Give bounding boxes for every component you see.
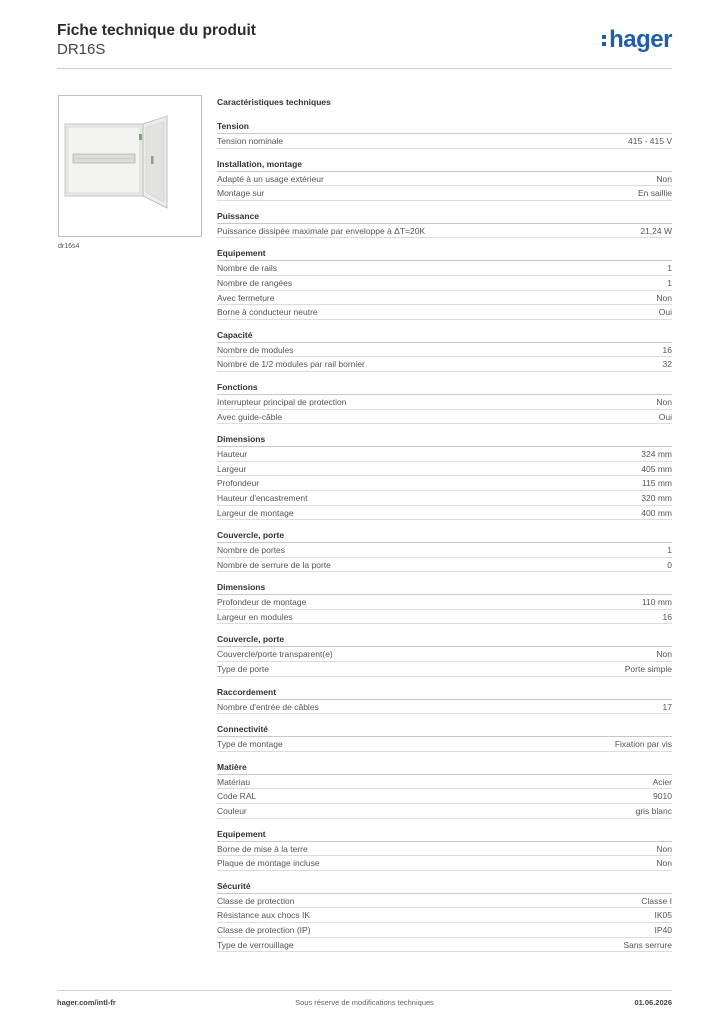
spec-label: Profondeur [217,478,260,489]
specs-heading: Caractéristiques techniques [217,97,331,107]
spec-row [217,172,672,187]
spec-row [217,856,672,871]
spec-row [217,305,672,320]
spec-row [217,804,672,819]
spec-label: Matériau [217,776,251,787]
spec-label: Borne de mise à la terre [217,843,308,854]
spec-row [217,476,672,491]
spec-section [217,247,672,319]
spec-section [217,529,672,572]
spec-row [217,186,672,201]
spec-label: Couvercle/porte transparent(e) [217,649,333,660]
spec-section [217,723,672,752]
section-title: Connectivité [217,723,672,737]
spec-row [217,224,672,239]
section-title: Dimensions [217,581,672,595]
spec-label: Nombre d'entrée de câbles [217,701,319,712]
spec-label: Borne à conducteur neutre [217,307,318,318]
spec-row [217,462,672,477]
footer-website: hager.com/intl-fr [57,998,116,1007]
spec-row [217,610,672,625]
spec-row [217,700,672,715]
spec-label: Avec guide-câble [217,411,283,422]
spec-section [217,329,672,372]
section-title: Couvercle, porte [217,529,672,543]
spec-label: Nombre de rangées [217,277,293,288]
spec-section [217,880,672,952]
spec-section [217,686,672,715]
section-title: Equipement [217,247,672,261]
section-title: Fonctions [217,381,672,395]
spec-value: Non [656,843,672,854]
spec-value: Fixation par vis [614,739,672,750]
spec-value: gris blanc [635,806,672,817]
spec-value: 320 mm [641,492,672,503]
spec-row [217,775,672,790]
spec-row [217,647,672,662]
technical-specs [217,96,672,961]
spec-section [217,581,672,624]
spec-label: Type de verrouillage [217,939,294,950]
spec-row [217,842,672,857]
spec-value: 324 mm [641,449,672,460]
spec-label: Code RAL [217,791,257,802]
section-title: Raccordement [217,686,672,700]
spec-value: Classe I [641,895,672,906]
spec-label: Montage sur [217,188,265,199]
spec-label: Classe de protection [217,895,295,906]
spec-value: Acier [652,776,672,787]
section-title: Sécurité [217,880,672,894]
spec-value: 17 [662,701,672,712]
spec-label: Puissance dissipée maximale par enveloppe à ΔT=20K [217,225,426,236]
spec-label: Profondeur de montage [217,597,307,608]
section-title: Matière [217,761,672,775]
spec-row [217,923,672,938]
spec-label: Résistance aux chocs IK [217,910,311,921]
spec-label: Plaque de montage incluse [217,858,320,869]
spec-value: IK05 [654,910,672,921]
spec-label: Hauteur [217,449,248,460]
spec-label: Nombre de modules [217,344,294,355]
spec-value: En saillie [637,188,672,199]
spec-label: Largeur [217,463,247,474]
enclosure-illustration-icon [59,96,201,236]
spec-value: 110 mm [641,597,672,608]
footer-date: 01.06.2026 [634,998,672,1007]
spec-row [217,134,672,149]
spec-section [217,120,672,149]
spec-row [217,357,672,372]
section-title: Installation, montage [217,158,672,172]
spec-row [217,894,672,909]
spec-value: 0 [667,559,672,570]
spec-value: 16 [662,611,672,622]
spec-label: Hauteur d'encastrement [217,492,308,503]
spec-row [217,276,672,291]
spec-value: Non [656,173,672,184]
spec-label: Adapté à un usage extérieur [217,173,324,184]
spec-label: Classe de protection (IP) [217,925,311,935]
spec-label: Avec fermeture [217,292,275,303]
section-title: Capacité [217,329,672,343]
section-title: Puissance [217,210,672,224]
spec-label: Interrupteur principal de protection [217,396,347,407]
spec-value: 21,24 W [640,225,672,236]
spec-section [217,158,672,201]
spec-label: Nombre de portes [217,545,286,556]
spec-value: Sans serrure [623,939,672,950]
page-title: Fiche technique du produit [57,22,256,39]
spec-label: Couleur [217,806,247,817]
spec-value: Non [656,649,672,660]
spec-value: 415 - 415 V [628,136,672,146]
page-header [57,22,672,70]
spec-row [217,938,672,953]
spec-value: 9010 [653,791,672,802]
spec-row [217,789,672,804]
spec-section [217,633,672,676]
spec-value: IP40 [654,925,672,935]
spec-label: Nombre de rails [217,263,277,274]
spec-label: Nombre de serrure de la porte [217,559,331,570]
spec-label: Nombre de 1/2 modules par rail bornier [217,359,365,370]
logo-text: hager [609,26,672,53]
hager-logo [602,26,672,54]
spec-value: 32 [662,359,672,370]
spec-row [217,506,672,521]
spec-sections [217,120,672,952]
spec-value: 405 mm [641,463,672,474]
section-title: Dimensions [217,433,672,447]
spec-value: 1 [667,277,672,288]
spec-value: Porte simple [624,664,672,675]
spec-value: Non [656,292,672,303]
spec-section [217,210,672,239]
spec-value: Oui [658,307,672,318]
spec-row [217,395,672,410]
spec-value: Non [656,396,672,407]
spec-value: Oui [658,411,672,422]
footer-disclaimer: Sous réserve de modifications techniques [295,998,434,1007]
spec-value: 400 mm [641,507,672,518]
footer-divider [57,990,672,991]
spec-row [217,291,672,306]
spec-row [217,343,672,358]
spec-section [217,828,672,871]
product-code: DR16S [57,41,106,58]
spec-label: Type de montage [217,739,283,750]
section-title: Couvercle, porte [217,633,672,647]
spec-section [217,381,672,424]
spec-value: 16 [662,344,672,355]
product-image [58,95,202,237]
spec-row [217,737,672,752]
spec-label: Tension nominale [217,136,284,146]
section-title: Tension [217,120,672,134]
spec-row [217,491,672,506]
spec-value: 115 mm [641,478,672,489]
spec-row [217,543,672,558]
spec-row [217,595,672,610]
spec-value: 1 [667,263,672,274]
spec-value: 1 [667,545,672,556]
spec-section [217,761,672,819]
section-title: Equipement [217,828,672,842]
spec-label: Largeur en modules [217,611,293,622]
image-caption: dr16s4 [58,243,80,250]
spec-row [217,558,672,573]
header-divider [57,68,672,69]
spec-row [217,410,672,425]
spec-row [217,662,672,677]
logo-dots-icon [602,32,606,49]
spec-section [217,433,672,520]
spec-label: Largeur de montage [217,507,294,518]
spec-row [217,908,672,923]
spec-label: Type de porte [217,664,269,675]
spec-row [217,447,672,462]
spec-value: Non [656,858,672,869]
spec-row [217,261,672,276]
